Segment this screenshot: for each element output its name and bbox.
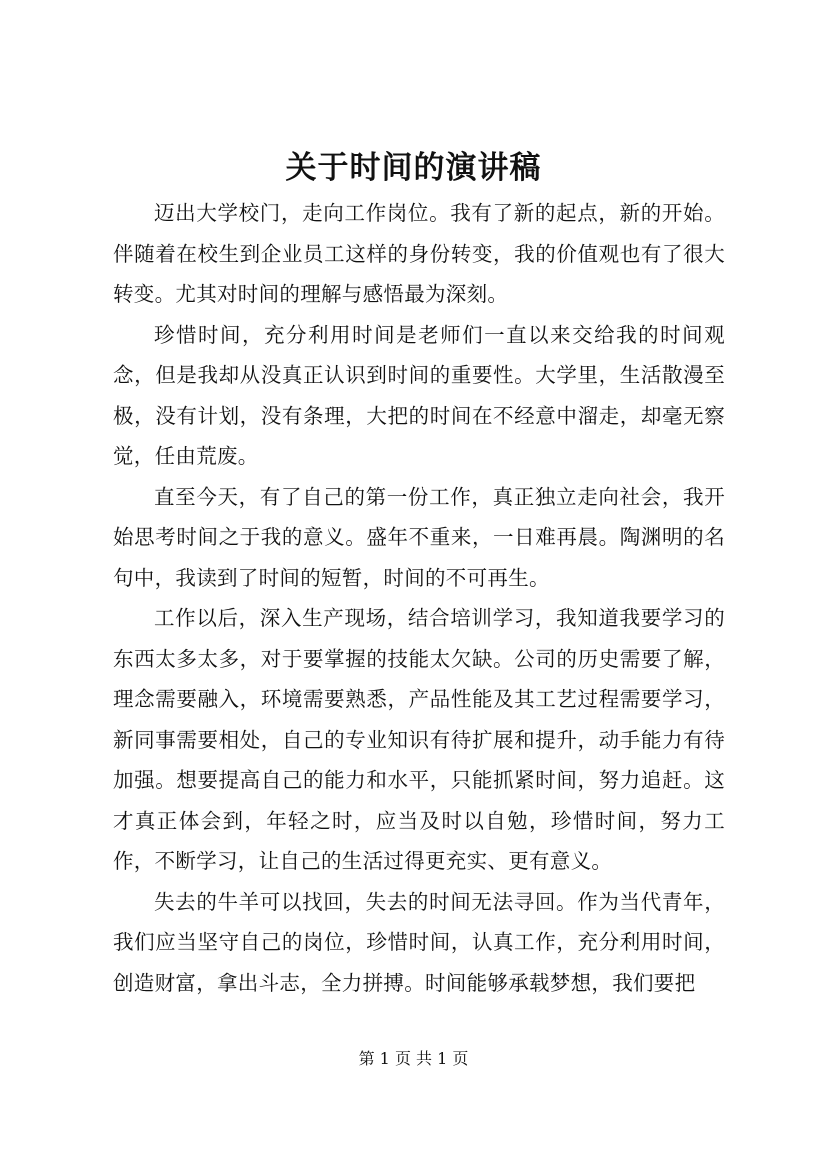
page-number-footer: 第 1 页 共 1 页 xyxy=(358,1049,469,1068)
paragraph: 珍惜时间，充分利用时间是老师们一直以来交给我的时间观念，但是我却从没真正认识到时间的重要性。大学里，生活散漫至极，没有计划，没有条理，大把的时间在不经意中溜走，却毫无察觉，任由荒废。 xyxy=(113,322,725,468)
paragraph: 直至今天，有了自己的第一份工作，真正独立走向社会，我开始思考时间之于我的意义。盛年不重来，一日难再晨。陶渊明的名句中，我读到了时间的短暂，时间的不可再生。 xyxy=(113,484,725,590)
paragraph: 工作以后，深入生产现场，结合培训学习，我知道我要学习的东西太多太多，对于要掌握的技能太欠缺。公司的历史需要了解，理念需要融入，环境需要熟悉，产品性能及其工艺过程需要学习，新同事需要相处，自己的专业知识有待扩展和提升，动手能力有待加强。想要提高自己的能力和水平，只能抓紧时间，努力追赶。这才真正体会到，年轻之时，应当及时以自勉，珍惜时间，努力工作，不断学习，让自己的生活过得更充实、更有意义。 xyxy=(113,606,725,873)
document-body xyxy=(113,193,725,1003)
document-title: 关于时间的演讲稿 xyxy=(285,150,542,186)
paragraph: 失去的牛羊可以找回，失去的时间无法寻回。作为当代青年，我们应当坚守自己的岗位，珍惜时间，认真工作，充分利用时间，创造财富，拿出斗志，全力拼搏。时间能够承载梦想，我们要把 xyxy=(113,889,725,995)
paragraph: 迈出大学校门，走向工作岗位。我有了新的起点，新的开始。伴随着在校生到企业员工这样的身份转变，我的价值观也有了很大转变。尤其对时间的理解与感悟最为深刻。 xyxy=(113,201,725,306)
